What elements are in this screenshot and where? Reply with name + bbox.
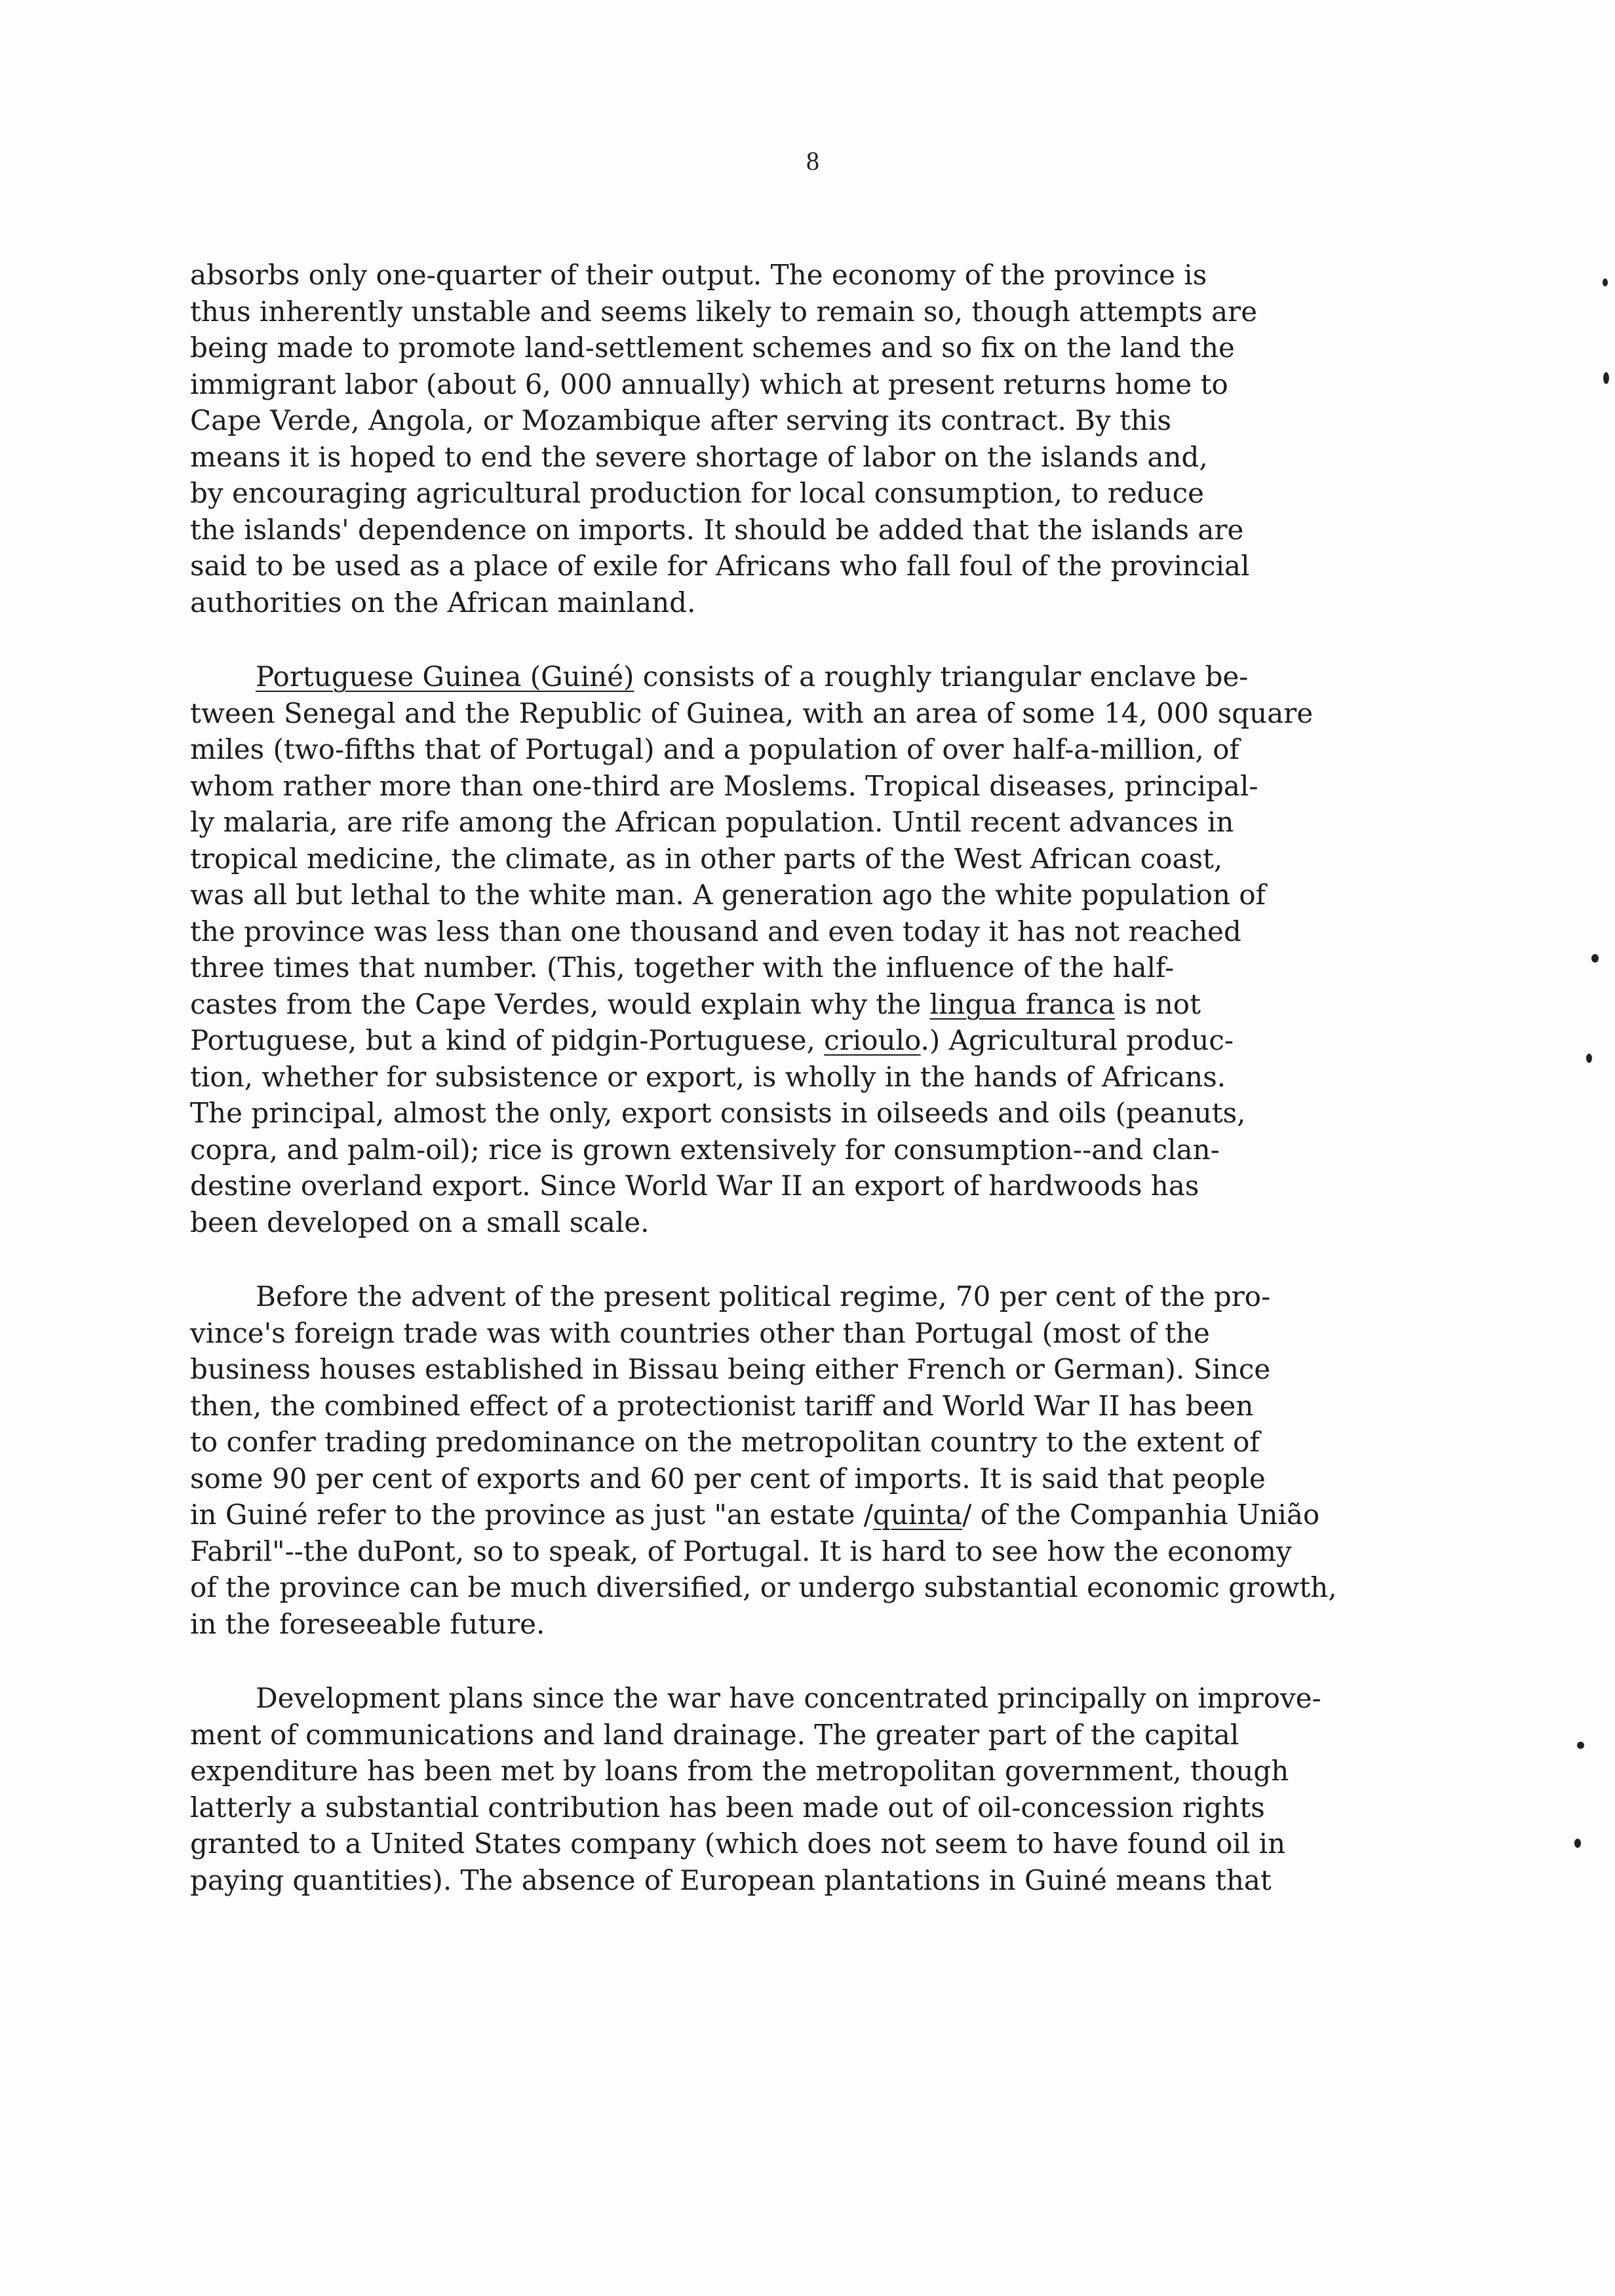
scan-mark [1574, 1839, 1581, 1848]
text-line: ment of communications and land drainage. The greater part of the capital [190, 1718, 1239, 1751]
text-line: destine overland export. Since World War II an export of hardwoods has [190, 1170, 1199, 1202]
text-line: paying quantities). The absence of European plantations in Guiné means that [190, 1864, 1272, 1896]
paragraph-2 [190, 659, 1416, 1240]
text-line: the islands' dependence on imports. It should be added that the islands are [190, 513, 1244, 546]
text-line: of the province can be much diversified, or undergo substantial economic growth, [190, 1571, 1337, 1603]
text-line: thus inherently unstable and seems likely to remain so, though attempts are [190, 295, 1258, 328]
paragraph-3 [190, 1278, 1416, 1642]
text-run: is not [1115, 987, 1201, 1020]
text-line: been developed on a small scale. [190, 1206, 650, 1238]
document-body [190, 257, 1416, 1898]
text-run: castes from the Cape Verdes, would explain why the [190, 987, 930, 1020]
text-line: miles (two-fifths that of Portugal) and a population of over half-a-million, of [190, 733, 1240, 765]
text-line: ly malaria, are rife among the African population. Until recent advances in [190, 806, 1234, 838]
scan-mark [1603, 278, 1608, 286]
scan-mark [1586, 1054, 1592, 1063]
text-line: by encouraging agricultural production for local consumption, to reduce [190, 477, 1205, 509]
text-line: vince's foreign trade was with countries other than Portugal (most of the [190, 1316, 1210, 1349]
underlined-term-quinta: quinta [872, 1499, 963, 1531]
text-line: in the foreseeable future. [190, 1607, 545, 1640]
text-line: tween Senegal and the Republic of Guinea, with an area of some 14, 000 square [190, 697, 1313, 729]
text-run: .) Agricultural produc- [920, 1024, 1234, 1056]
text-run: in Guiné refer to the province as just "an estate / [190, 1499, 873, 1531]
underlined-term-portuguese-guinea: Portuguese Guinea (Guiné) [256, 660, 634, 693]
scan-mark [1603, 372, 1609, 384]
text-line [190, 659, 1416, 695]
page-number: 8 [806, 146, 819, 176]
text-line: copra, and palm-oil); rice is grown extensively for consumption--and clan- [190, 1133, 1220, 1166]
text-line: granted to a United States company (which does not seem to have found oil in [190, 1827, 1286, 1860]
text-run: Portuguese, but a kind of pidgin-Portuguese, [190, 1024, 825, 1056]
text-line: tion, whether for subsistence or export, is wholly in the hands of Africans. [190, 1060, 1226, 1093]
text-line: means it is hoped to end the severe shortage of labor on the islands and, [190, 440, 1208, 473]
text-line: some 90 per cent of exports and 60 per cent of imports. It is said that people [190, 1462, 1266, 1495]
text-run: consists of a roughly triangular enclave be- [634, 660, 1249, 693]
text-line: the province was less than one thousand and even today it has not reached [190, 915, 1241, 947]
text-line: whom rather more than one-third are Moslems. Tropical diseases, principal- [190, 769, 1258, 802]
text-line: tropical medicine, the climate, as in other parts of the West African coast, [190, 842, 1223, 875]
text-line: said to be used as a place of exile for Africans who fall foul of the provincial [190, 550, 1250, 582]
text-line: The principal, almost the only, export consists in oilseeds and oils (peanuts, [190, 1097, 1246, 1129]
paragraph-1 [190, 257, 1416, 621]
text-line: Before the advent of the present political regime, 70 per cent of the pro- [256, 1280, 1271, 1312]
text-line [190, 1497, 1416, 1533]
text-run: / of the Companhia União [962, 1499, 1320, 1531]
text-line [190, 986, 1416, 1023]
text-line: was all but lethal to the white man. A generation ago the white population of [190, 879, 1266, 911]
text-line: then, the combined effect of a protectionist tariff and World War II has been [190, 1389, 1254, 1422]
underlined-term-crioulo: crioulo [824, 1024, 921, 1056]
text-line: Fabril"--the duPont, so to speak, of Portugal. It is hard to see how the economy [190, 1535, 1292, 1567]
text-line [190, 1022, 1416, 1059]
scan-mark [1577, 1742, 1584, 1749]
underlined-term-lingua-franca: lingua franca [929, 987, 1116, 1020]
text-line: Development plans since the war have concentrated principally on improve- [256, 1682, 1321, 1714]
text-line: absorbs only one-quarter of their output. The economy of the province is [190, 259, 1207, 291]
text-line: immigrant labor (about 6, 000 annually) which at present returns home to [190, 368, 1228, 400]
text-line: being made to promote land-settlement schemes and so fix on the land the [190, 332, 1235, 364]
text-line: authorities on the African mainland. [190, 586, 696, 619]
text-line: three times that number. (This, together with the influence of the half- [190, 951, 1175, 984]
text-line: latterly a substantial contribution has been made out of oil-concession rights [190, 1791, 1265, 1824]
paragraph-4 [190, 1680, 1416, 1898]
text-line: to confer trading predominance on the metropolitan country to the extent of [190, 1426, 1260, 1458]
scan-mark [1591, 954, 1599, 963]
text-line: Cape Verde, Angola, or Mozambique after serving its contract. By this [190, 404, 1172, 436]
text-line: business houses established in Bissau being either French or German). Since [190, 1353, 1271, 1385]
text-line: expenditure has been met by loans from the metropolitan government, though [190, 1755, 1289, 1787]
